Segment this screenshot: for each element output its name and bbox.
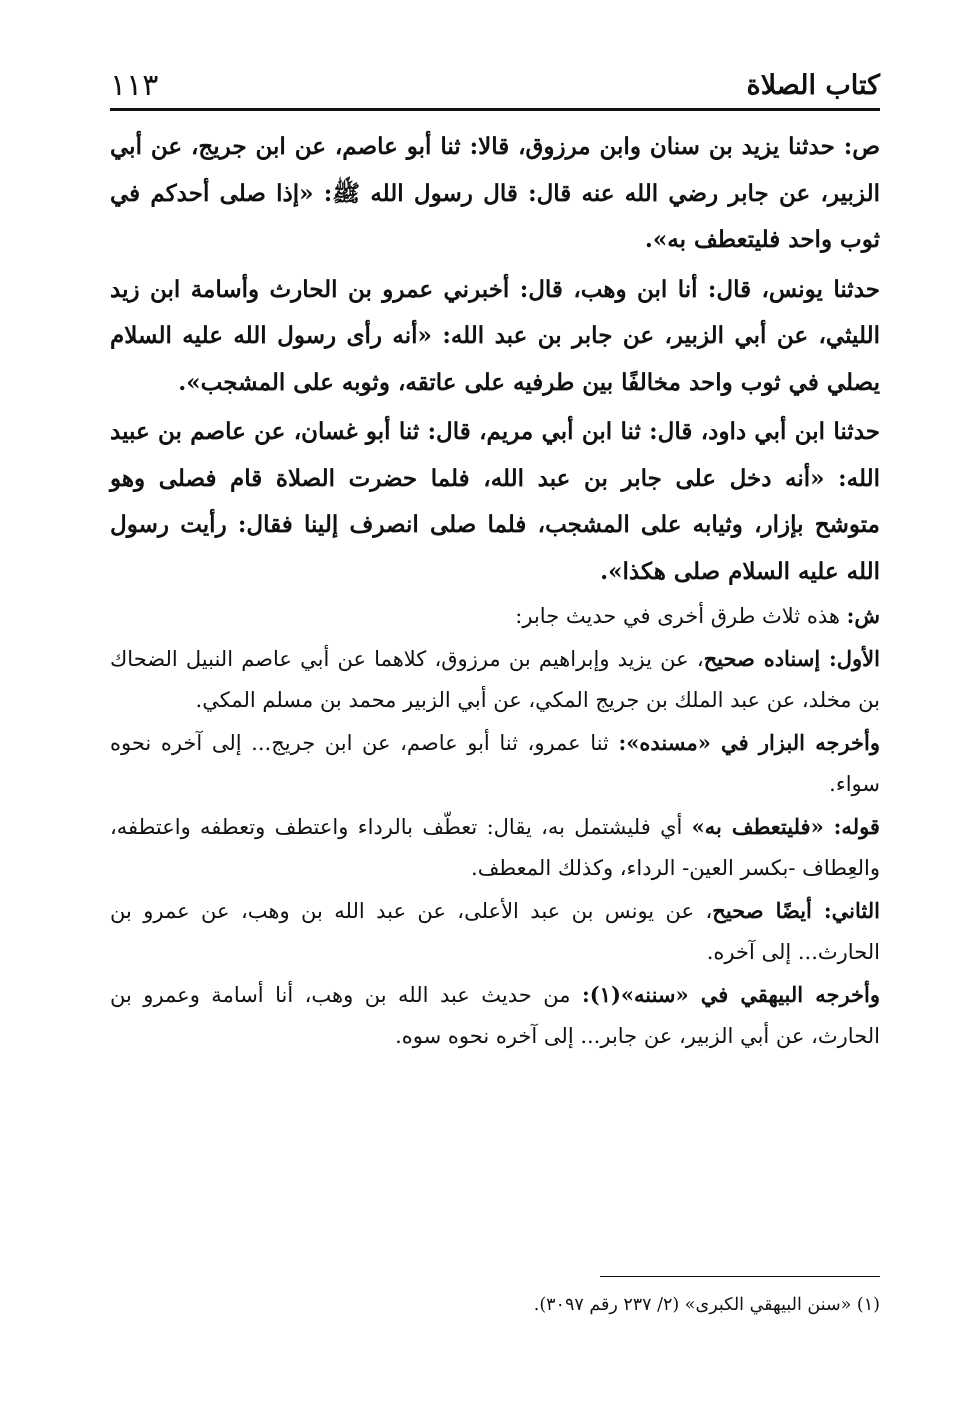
commentary-word-meaning	[110, 806, 880, 890]
hadith-paragraph-3	[110, 409, 880, 595]
hadith-paragraph-2	[110, 267, 880, 407]
paragraph-text: أي فليشتمل به، يقال: تعطّف بالرداء واعتطف وتعطفه واعتطفه، والعِطاف -بكسر العين- الرداء، وكذلك المعطف.	[110, 814, 880, 880]
page-number: ١١٣	[110, 68, 159, 103]
commentary-bayhaqi	[110, 974, 880, 1058]
paragraph-text: حدثنا ابن أبي داود، قال: ثنا ابن أبي مريم، قال: ثنا أبو غسان، عن عاصم بن عبيد الله: «أنه دخل على جابر بن عبد الله، فلما حضرت الصلاة قام فصلى وهو متوشح بإزار، وثيابه على المشجب، فلما صلى انصرف إلينا فقال: رأيت رسول الله عليه السلام صلى هكذا».	[110, 418, 880, 585]
commentary-second-chain	[110, 890, 880, 974]
paragraph-lead: ش:	[846, 603, 880, 628]
page-header	[110, 56, 880, 106]
paragraph-text: ثنا عمرو، ثنا أبو عاصم، عن ابن جريج... إلى آخره نحوه سواء.	[110, 730, 880, 796]
footnote: (١) «سنن البيهقي الكبرى» (٢/ ٢٣٧ رقم ٣٠٩٧).	[533, 1295, 880, 1315]
paragraph-text: من حديث عبد الله بن وهب، أنا أسامة وعمرو بن الحارث، عن أبي الزبير، عن جابر... إلى آخره نحوه سوه.	[110, 982, 880, 1048]
paragraph-lead: ص:	[843, 133, 880, 160]
running-title: كتاب الصلاة	[746, 70, 880, 101]
commentary-bazzar	[110, 722, 880, 806]
paragraph-lead: وأخرجه البيهقي في «سننه»(١):	[581, 981, 881, 1007]
commentary-intro	[110, 595, 880, 638]
paragraph-text: هذه ثلاث طرق أخرى في حديث جابر:	[515, 604, 847, 628]
paragraph-lead: الأول: إسناده صحيح	[703, 645, 880, 671]
paragraph-lead: قوله: «فليتعطف به»	[691, 813, 880, 839]
paragraph-text: ، عن يزيد وإبراهيم بن مرزوق، كلاهما عن أبي عاصم النبيل الضحاك بن مخلد، عن عبد الملك بن جريج المكي، عن أبي الزبير محمد بن مسلم المكي.	[110, 646, 880, 712]
paragraph-lead: الثاني: أيضًا صحيح	[712, 897, 880, 923]
main-text	[110, 124, 880, 1058]
paragraph-text: حدثنا يزيد بن سنان وابن مرزوق، قالا: ثنا أبو عاصم، عن ابن جريج، عن أبي الزبير، عن جابر رضي الله عنه قال: قال رسول الله ﷺ: «إذا صلى أحدكم في ثوب واحد فليتعطف به».	[110, 133, 880, 253]
paragraph-text: حدثنا يونس، قال: أنا ابن وهب، قال: أخبرني عمرو بن الحارث وأسامة ابن زيد الليثي، عن أبي الزبير، عن جابر بن عبد الله: «أنه رأى رسول الله عليه السلام يصلي في ثوب واحد مخالفًا بين طرفيه على عاتقه، وثوبه على المشجب».	[110, 275, 880, 396]
commentary-first-chain	[110, 638, 880, 722]
hadith-paragraph-1	[110, 124, 880, 264]
footnote-rule	[600, 1276, 880, 1277]
header-rule	[110, 108, 880, 111]
paragraph-text: ، عن يونس بن عبد الأعلى، عن عبد الله بن وهب، عن عمرو بن الحارث... إلى آخره.	[110, 898, 880, 964]
paragraph-lead: وأخرجه البزار في «مسنده»:	[618, 729, 880, 755]
